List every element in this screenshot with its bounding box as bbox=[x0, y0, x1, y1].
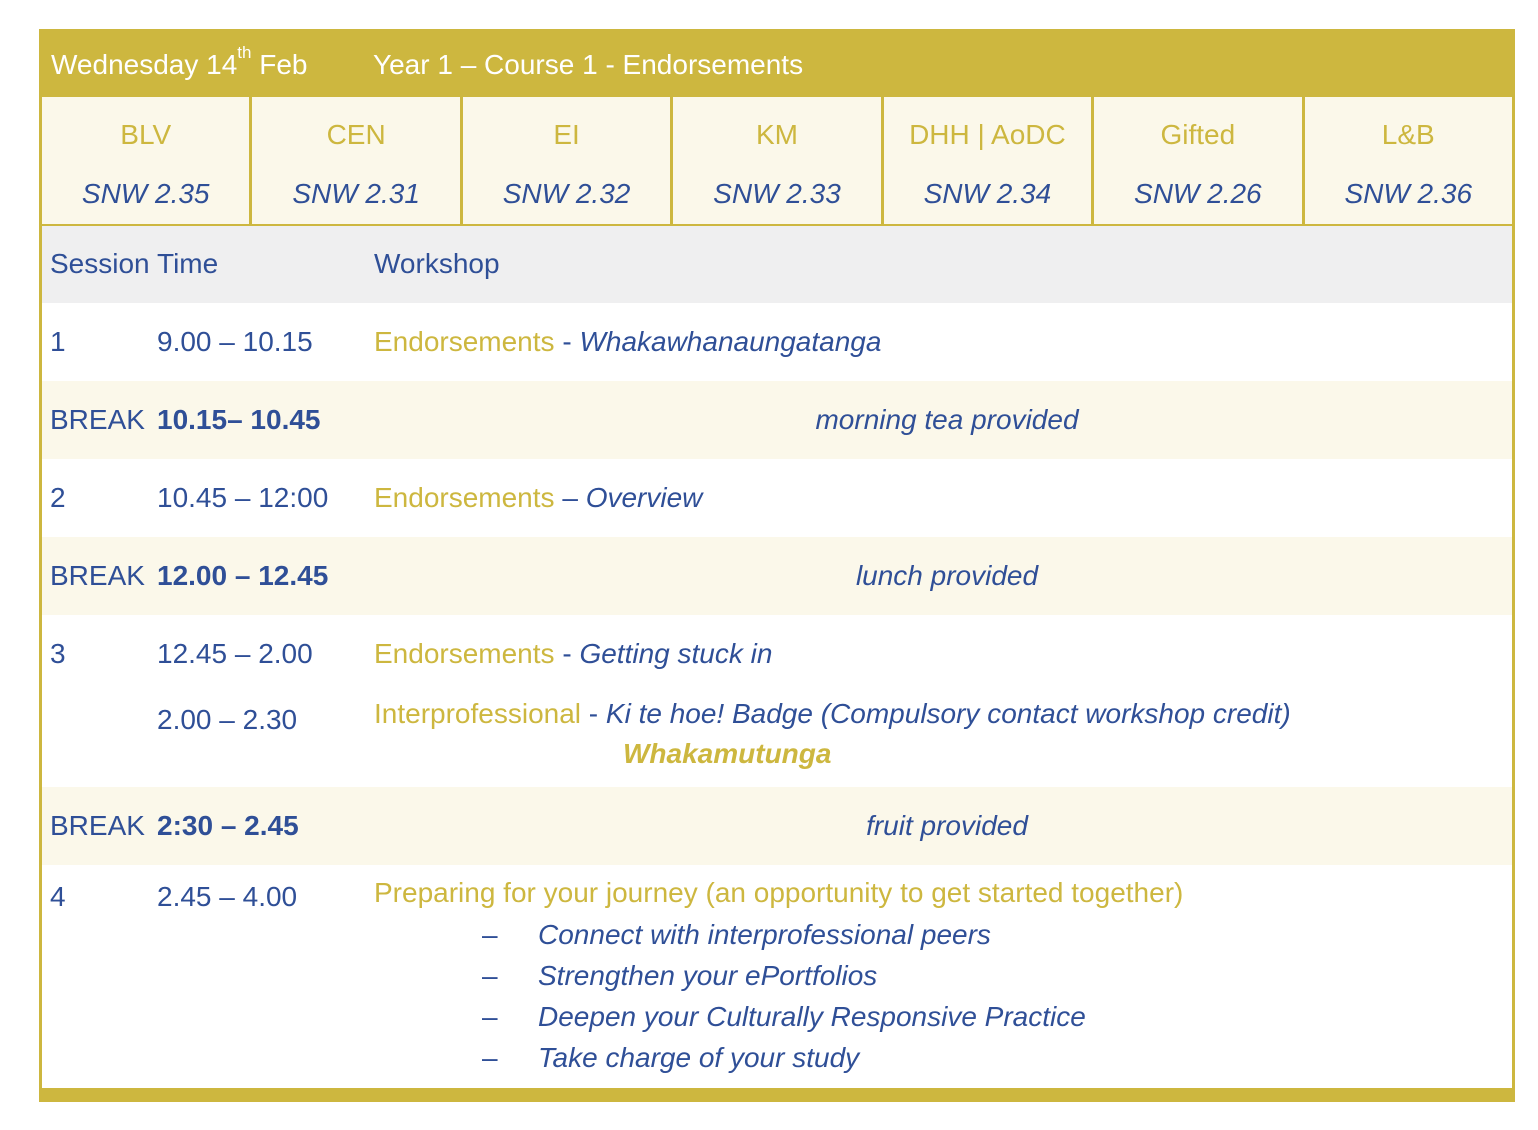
schedule-body bbox=[42, 226, 1512, 1088]
break-time: 10.15– 10.45 bbox=[157, 404, 321, 435]
bullet-dash: – bbox=[482, 960, 498, 991]
room-location: SNW 2.31 bbox=[292, 178, 420, 209]
room-code: EI bbox=[553, 119, 580, 150]
session-time: 9.00 – 10.15 bbox=[157, 326, 313, 357]
room-location: SNW 2.33 bbox=[713, 178, 841, 209]
workshop-text-2: Interprofessional - Ki te hoe! Badge (Compulsory contact workshop credit) bbox=[374, 698, 1291, 729]
session-number: 3 bbox=[50, 638, 66, 669]
room-code: KM bbox=[755, 119, 798, 150]
column-time: Time bbox=[157, 248, 219, 279]
room-cell-ei bbox=[463, 97, 670, 224]
session-row-3 bbox=[42, 615, 1512, 787]
bullet-item: Strengthen your ePortfolios bbox=[538, 960, 878, 991]
room-cell-cen bbox=[252, 97, 459, 224]
column-workshop: Workshop bbox=[374, 248, 500, 279]
break-label: BREAK bbox=[50, 810, 145, 841]
room-location: SNW 2.36 bbox=[1344, 178, 1473, 209]
break-row-3 bbox=[42, 787, 1512, 865]
date-label: Wednesday 14th Feb bbox=[51, 43, 308, 80]
room-location: SNW 2.26 bbox=[1134, 178, 1262, 209]
room-location: SNW 2.32 bbox=[502, 178, 631, 209]
room-cell-gifted bbox=[1094, 97, 1301, 224]
break-time: 2:30 – 2.45 bbox=[157, 810, 299, 841]
break-label: BREAK bbox=[50, 404, 145, 435]
room-cell-dhh bbox=[884, 97, 1091, 224]
break-note: morning tea provided bbox=[815, 404, 1079, 435]
session-number: 2 bbox=[50, 482, 66, 513]
room-row bbox=[42, 97, 1512, 224]
workshop-text: Endorsements – Overview bbox=[374, 482, 703, 513]
course-title: Year 1 – Course 1 - Endorsements bbox=[373, 49, 804, 80]
room-code: DHH | AoDC bbox=[909, 119, 1066, 150]
session-row-4 bbox=[42, 865, 1512, 1088]
room-code: Gifted bbox=[1160, 119, 1236, 150]
bullet-dash: – bbox=[482, 919, 498, 950]
workshop-text: Endorsements - Whakawhanaungatanga bbox=[374, 326, 882, 357]
workshop-text: Endorsements - Getting stuck in bbox=[374, 638, 773, 669]
break-note: fruit provided bbox=[866, 810, 1028, 841]
column-header-row bbox=[42, 226, 1512, 303]
closing-label: Whakamutunga bbox=[623, 738, 832, 769]
bullet-item: Deepen your Culturally Responsive Practice bbox=[538, 1001, 1086, 1032]
break-row-2 bbox=[42, 537, 1512, 615]
room-code: CEN bbox=[326, 119, 386, 150]
break-note: lunch provided bbox=[855, 560, 1039, 591]
session-number: 4 bbox=[50, 881, 66, 912]
bullet-item: Connect with interprofessional peers bbox=[538, 919, 991, 950]
session-time-2: 2.00 – 2.30 bbox=[157, 704, 298, 735]
bullet-dash: – bbox=[482, 1042, 498, 1073]
room-cell-blv bbox=[42, 97, 249, 224]
bullet-dash: – bbox=[482, 1001, 498, 1032]
workshop-title: Preparing for your journey (an opportunity to get started together) bbox=[374, 877, 1184, 908]
room-cell-lb bbox=[1305, 97, 1512, 224]
title-bar bbox=[39, 29, 1515, 97]
break-row-1 bbox=[42, 381, 1512, 459]
room-location: SNW 2.34 bbox=[923, 178, 1052, 209]
room-cell-km bbox=[673, 97, 880, 224]
session-number: 1 bbox=[50, 326, 66, 357]
session-row-2 bbox=[42, 459, 1512, 537]
session-time: 10.45 – 12:00 bbox=[157, 482, 329, 513]
session-time: 2.45 – 4.00 bbox=[157, 881, 298, 912]
session-time: 12.45 – 2.00 bbox=[157, 638, 313, 669]
session-row-1 bbox=[42, 303, 1512, 381]
room-code: BLV bbox=[120, 119, 172, 150]
break-time: 12.00 – 12.45 bbox=[157, 560, 329, 591]
column-session: Session bbox=[50, 248, 150, 279]
timetable bbox=[39, 29, 1515, 1102]
break-label: BREAK bbox=[50, 560, 145, 591]
bullet-item: Take charge of your study bbox=[538, 1042, 860, 1073]
room-location: SNW 2.35 bbox=[81, 178, 210, 209]
room-code: L&B bbox=[1381, 119, 1435, 150]
